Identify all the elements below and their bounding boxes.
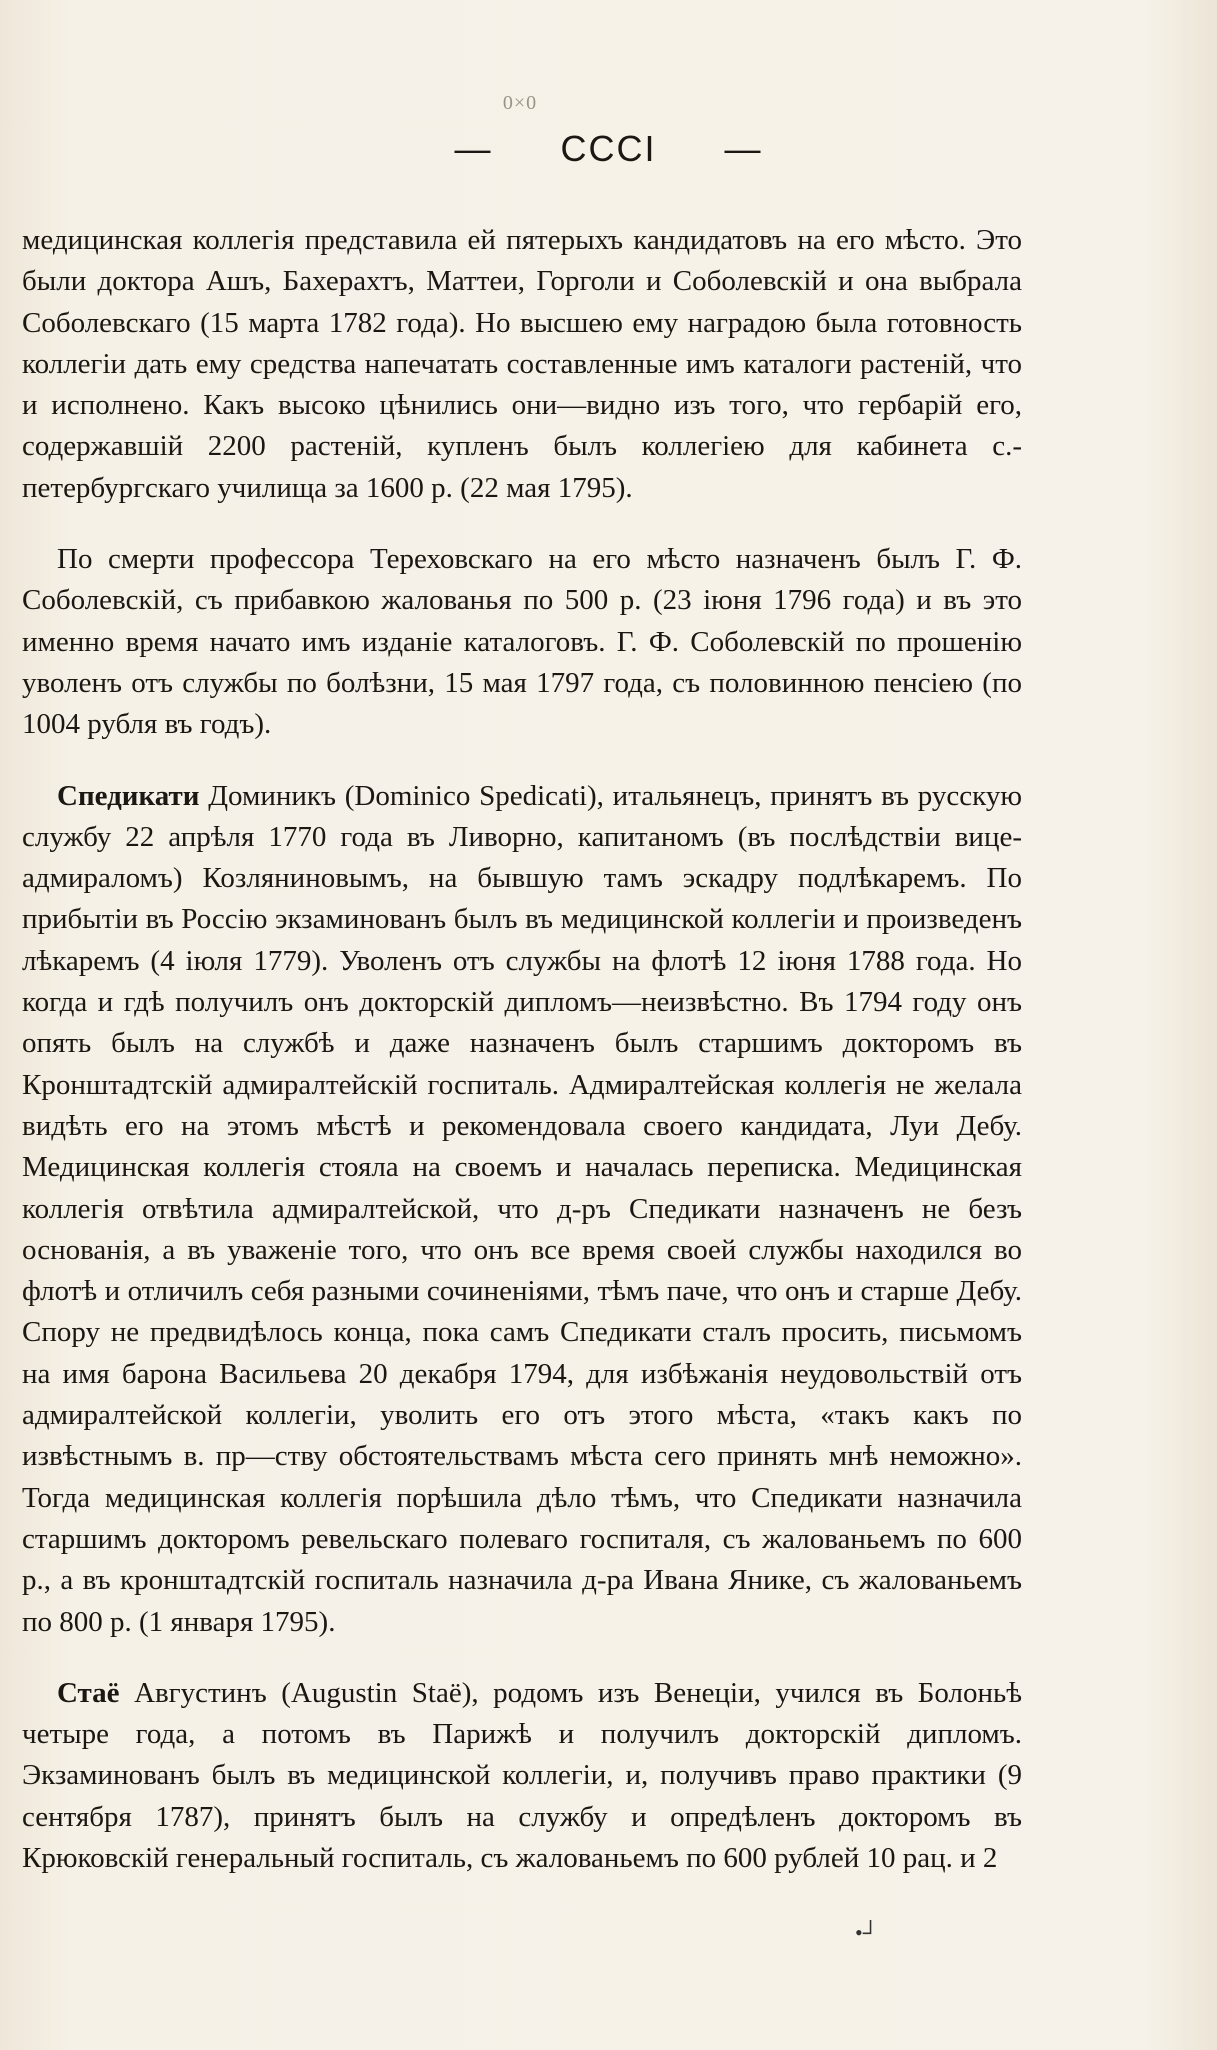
entry-text-stae: Августинъ (Augustin Staë), родомъ изъ Венеціи, учился въ Болоньѣ четыре года, а потомъ въ Парижѣ и получилъ докторскій дипломъ. Экзаминованъ былъ въ медицинской коллегіи, и, получивъ право практики (9 сентября 1787), принятъ былъ на службу и опредѣленъ докторомъ въ Крюковскій генеральный госпиталь, съ жалованьемъ по 600 рублей 10 рац. и 2 [22, 1676, 1022, 1874]
entry-stae [22, 1673, 1022, 1879]
paragraph-1 [22, 220, 1022, 509]
header-dash-right: — [724, 128, 763, 169]
body-text [22, 220, 1022, 1909]
entry-name-stae: Стаё [57, 1676, 120, 1709]
corner-mark: •┘ [855, 1920, 879, 1945]
paragraph-2 [22, 539, 1022, 745]
paragraph-2-text: По смерти профессора Тереховскаго на его мѣсто назначенъ былъ Г. Ф. Соболевскій, съ прибавкою жалованья по 500 р. (23 іюня 1796 года) и въ это именно время начато имъ изданіе каталоговъ. Г. Ф. Соболевскій по прошенію уволенъ отъ службы по болѣзни, 15 мая 1797 года, съ половинною пенсіею (по 1004 рубля въ годъ). [22, 543, 1022, 741]
entry-name-spedicati: Спедикати [57, 779, 200, 812]
entry-text-spedicati: Доминикъ (Dominico Spedicati), итальянецъ, принятъ въ русскую службу 22 апрѣля 1770 года въ Ливорно, капитаномъ (въ послѣдствіи вице-адмираломъ) Козляниновымъ, на бывшую тамъ эскадру подлѣкаремъ. По прибытіи въ Россію экзаминованъ былъ въ медицинской коллегіи и произведенъ лѣкаремъ (4 іюля 1779). Уволенъ отъ службы на флотѣ 12 іюня 1788 года. Но когда и гдѣ получилъ онъ докторскій дипломъ—неизвѣстно. Въ 1794 году онъ опять былъ на службѣ и даже назначенъ былъ старшимъ докторомъ въ Кронштадтскій адмиралтейскій госпиталь. Адмиралтейская коллегія не желала видѣть его на этомъ мѣстѣ и рекомендовала своего кандидата, Луи Дебу. Медицинская коллегія стояла на своемъ и началась переписка. Медицинская коллегія отвѣтила адмиралтейской, что д-ръ Спедикати назначенъ не безъ основанія, а въ уваженіе того, что онъ все время своей службы находился во флотѣ и отличилъ себя разными сочиненіями, тѣмъ паче, что онъ и старше Дебу. Спору не предвидѣлось конца, пока самъ Спедикати сталъ просить, письмомъ на имя барона Васильева 20 декабря 1794, для избѣжанія неудовольствій отъ адмиралтейской коллегіи, уволить его отъ этого мѣста, «такъ какъ по извѣстнымъ в. пр—ству обстоятельствамъ мѣста сего принять мнѣ неможно». Тогда медицинская коллегія порѣшила дѣло тѣмъ, что Спедикати назначила старшимъ докторомъ ревельскаго полеваго госпиталя, съ жалованьемъ по 600 р., а въ кронштадтскій госпиталь назначила д-ра Ивана Янике, съ жалованьемъ по 800 р. (1 января 1795). [22, 779, 1023, 1638]
top-mark: 0×0 [502, 92, 538, 114]
header-dash-left: — [454, 128, 493, 169]
paragraph-1-text: медицинская коллегія представила ей пятерыхъ кандидатовъ на его мѣсто. Это были доктора Ашъ, Бахерахтъ, Маттеи, Горголи и Соболевскій и она выбрала Соболевскаго (15 марта 1782 года). Но высшею ему наградою была готовность коллегіи дать ему средства напечатать составленные имъ каталоги растеній, что и исполнено. Какъ высоко цѣнились они—видно изъ того, что гербарій его, содержавшій 2200 растеній, купленъ былъ коллегіею для кабинета с.-петербургскаго училища за 1600 р. (22 мая 1795). [22, 224, 1022, 504]
page-header [0, 128, 1217, 170]
page-number: CCCI [560, 128, 657, 169]
entry-spedicati [22, 776, 1022, 1643]
